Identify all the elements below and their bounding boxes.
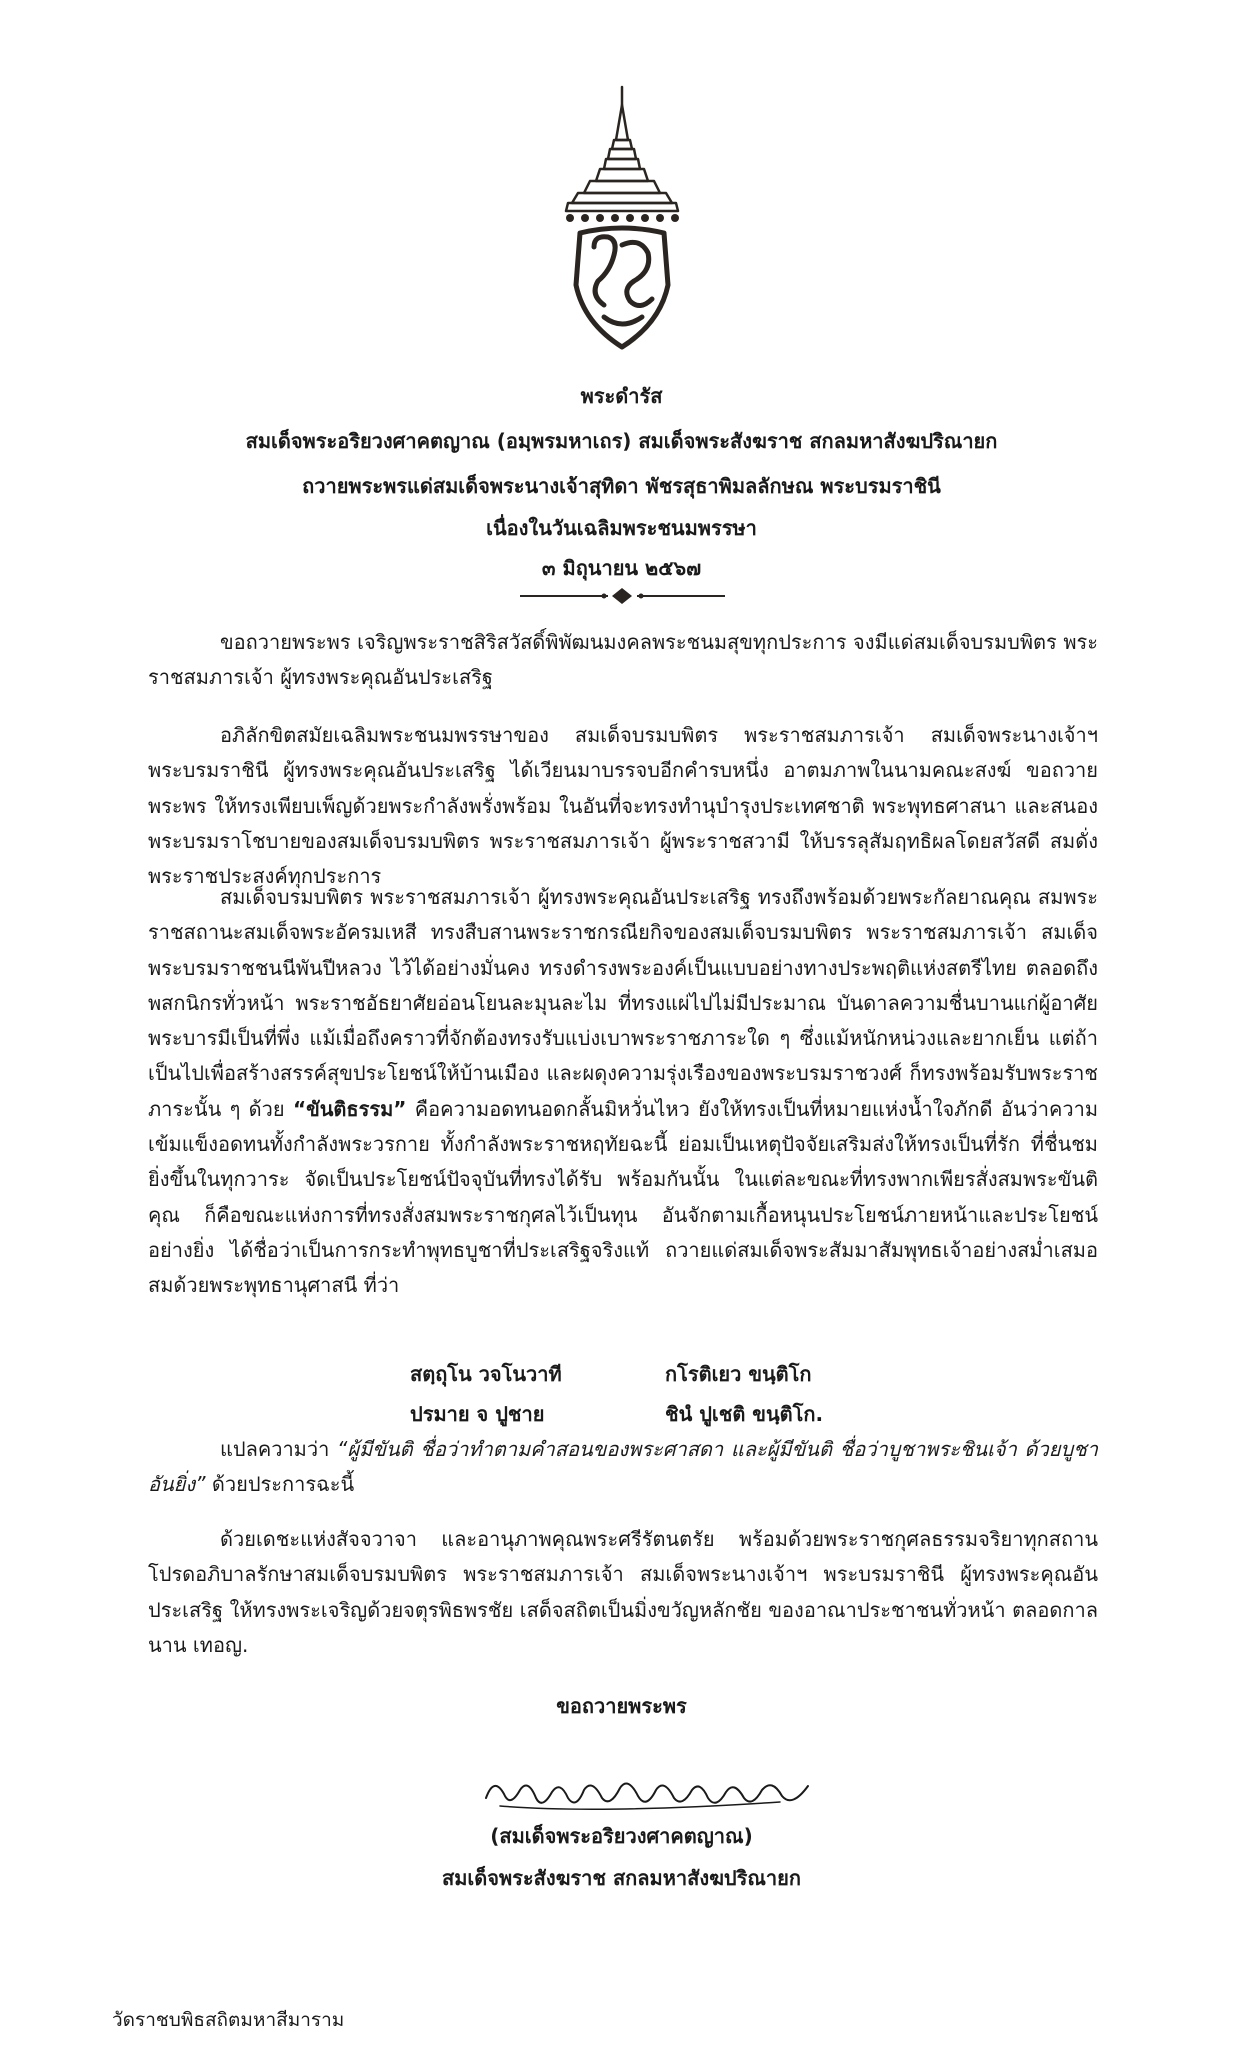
translation-suffix: ด้วยประการฉะนี้	[205, 1472, 355, 1497]
verse-line2-right: ชินํ ปูเชติ ขนฺติโก.	[665, 1402, 824, 1426]
paragraph-translation	[148, 1432, 1098, 1503]
signatory-name: (สมเด็จพระอริยวงศาคตญาณ)	[490, 1824, 753, 1848]
ornamental-divider	[520, 584, 725, 608]
paragraph-virtues-part2: คือความอดทนอดกลั้นมิหวั่นไหว ยังให้ทรงเป็นที่หมายแห่งน้ำใจภักดี อันว่าความเข้มแข็งอดทนทั้งกำลังพระวรกาย ทั้งกำลังพระราชหฤทัยฉะนี้ ย่อมเป็นเหตุปัจจัยเสริมส่งให้ทรงเป็นที่รัก ที่ชื่นชมยิ่งขึ้นในทุกวาระ จัดเป็นประโยชน์ปัจจุบันที่ทรงได้รับ พร้อมกันนั้น ในแต่ละขณะที่ทรงพากเพียรสั่งสมพระขันติคุณ ก็คือขณะแห่งการที่ทรงสั่งสมพระราชกุศลไว้เป็นทุน อันจักตามเกื้อหนุนประโยชน์ภายหน้าและประโยชน์อย่างยิ่ง ได้ชื่อว่าเป็นการกระทำพุทธบูชาที่ประเสริฐจริงแท้ ถวายแด่สมเด็จพระสัมมาสัมพุทธเจ้าอย่างสม่ำเสมอ สมด้วยพระพุทธานุศาสนี ที่ว่า	[148, 1096, 1105, 1298]
verse-line1-right: กโรติเยว ขนฺติโก	[665, 1362, 812, 1386]
heading-recipient: ถวายพระพรแด่สมเด็จพระนางเจ้าสุทิดา พัชรสุธาพิมลลักษณ พระบรมราชินี	[302, 474, 941, 498]
supreme-patriarch-emblem-icon	[560, 85, 685, 355]
closing-greeting: ขอถวายพระพร	[556, 1694, 687, 1718]
paragraph-occasion: อภิลักขิตสมัยเฉลิมพระชนมพรรษาของ สมเด็จบรมบพิตร พระราชสมภารเจ้า สมเด็จพระนางเจ้าฯ พระบรมราชินี ผู้ทรงพระคุณอันประเสริฐ ได้เวียนมาบรรจบอีกคำรบหนึ่ง อาตมภาพในนามคณะสงฆ์ ขอถวายพระพร ให้ทรงเพียบเพ็ญด้วยพระกำลังพรั่งพร้อม ในอันที่จะทรงทำนุบำรุงประเทศชาติ พระพุทธศาสนา และสนองพระบรมราโชบายของสมเด็จบรมบพิตร พระราชสมภารเจ้า ผู้พระราชสวามี ให้บรรลุสัมฤทธิผลโดยสวัสดี สมดั่งพระราชประสงค์ทุกประการ	[148, 723, 1105, 889]
translation-prefix: แปลความว่า	[220, 1437, 338, 1461]
heading-occasion: เนื่องในวันเฉลิมพระชนมพรรษา	[486, 516, 757, 540]
heading-title: พระดำรัส	[580, 384, 663, 408]
signatory-title: สมเด็จพระสังฆราช สกลมหาสังฆปริณายก	[442, 1866, 801, 1890]
issuing-temple: วัดราชบพิธสถิตมหาสีมาราม	[112, 2009, 345, 2031]
paragraph-blessing: ขอถวายพระพร เจริญพระราชสิริสวัสดิ์พิพัฒนมงคลพระชนมสุขทุกประการ จงมีแด่สมเด็จบรมบพิตร พระราชสมภารเจ้า ผู้ทรงพระคุณอันประเสริฐ	[148, 630, 1098, 690]
handwritten-signature	[480, 1768, 815, 1818]
khanti-dhamma-emphasis: “ขันติธรรม”	[292, 1096, 407, 1121]
paragraph-virtues	[148, 880, 1105, 1304]
verse-line1-left: สตฺถุโน วจโนวาที	[410, 1362, 562, 1386]
translation-quote: “ผู้มีขันติ ชื่อว่าทำตามคำสอนของพระศาสดา และผู้มีขันติ ชื่อว่าบูชาพระชินเจ้า ด้วยบูชาอันยิ่ง”	[148, 1437, 1098, 1497]
heading-issuer: สมเด็จพระอริยวงศาคตญาณ (อมฺพรมหาเถร) สมเด็จพระสังฆราช สกลมหาสังฆปริณายก	[245, 429, 998, 453]
verse-line2-left: ปรมาย จ ปูชาย	[410, 1402, 545, 1426]
paragraph-final-blessing: ด้วยเดชะแห่งสัจจวาจา และอานุภาพคุณพระศรีรัตนตรัย พร้อมด้วยพระราชกุศลธรรมจริยาทุกสถาน โปรดอภิบาลรักษาสมเด็จบรมบพิตร พระราชสมภารเจ้า สมเด็จพระนางเจ้าฯ พระบรมราชินี ผู้ทรงพระคุณอันประเสริฐ ให้ทรงพระเจริญด้วยจตุรพิธพรชัย เสด็จสถิตเป็นมิ่งขวัญหลักชัย ของอาณาประชาชนทั่วหน้า ตลอดกาลนาน เทอญ.	[148, 1527, 1105, 1657]
paragraph-virtues-part1: สมเด็จบรมบพิตร พระราชสมภารเจ้า ผู้ทรงพระคุณอันประเสริฐ ทรงถึงพร้อมด้วยพระกัลยาณคุณ สมพระราชสถานะสมเด็จพระอัครมเหสี ทรงสืบสานพระราชกรณียกิจของสมเด็จบรมบพิตร พระราชสมภารเจ้า สมเด็จพระบรมราชชนนีพันปีหลวง ไว้ได้อย่างมั่นคง ทรงดำรงพระองค์เป็นแบบอย่างทางประพฤติแห่งสตรีไทย ตลอดถึงพสกนิกรทั่วหน้า พระราชอัธยาศัยอ่อนโยนละมุนละไม ที่ทรงแผ่ไปไม่มีประมาณ บันดาลความชื่นบานแก่ผู้อาศัยพระบารมีเป็นที่พึ่ง แม้เมื่อถึงคราวที่จักต้องทรงรับแบ่งเบาพระราชภาระใด ๆ ซึ่งแม้หนักหน่วงและยากเย็น แต่ถ้าเป็นไปเพื่อสร้างสรรค์สุขประโยชน์ให้บ้านเมือง และผดุงความรุ่งเรืองของพระบรมราชวงศ์ ก็ทรงพร้อมรับพระราชภาระนั้น ๆ ด้วย	[148, 885, 1098, 1121]
heading-date: ๓ มิถุนายน ๒๕๖๗	[541, 556, 702, 580]
